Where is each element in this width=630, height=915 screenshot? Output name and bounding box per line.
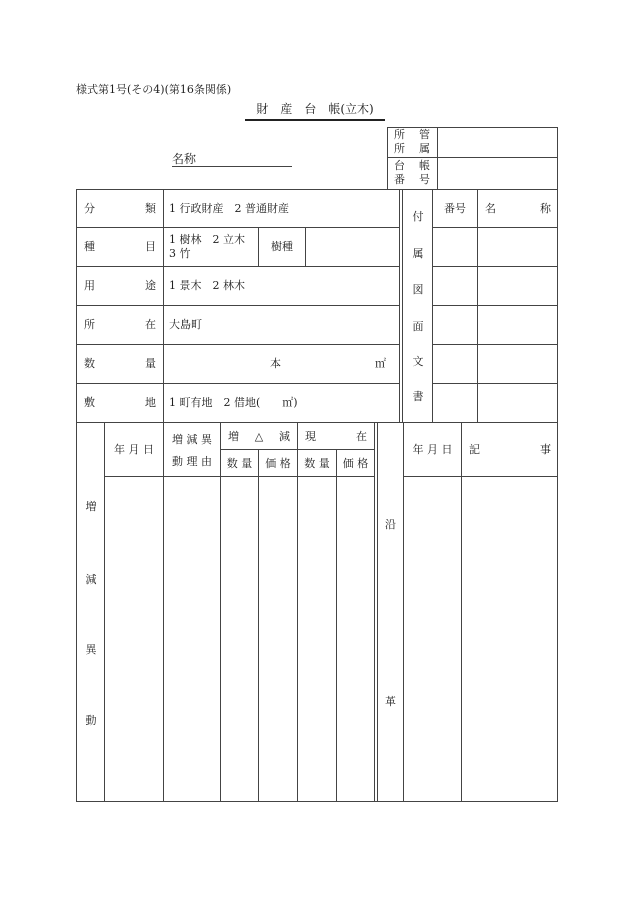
history-col-date: 年 月 日	[412, 443, 453, 456]
daicho-label-bottom: 番 号	[394, 173, 430, 186]
shokan-label-top: 所 管	[394, 128, 430, 141]
row-shumoku-value-line2: 3 竹	[169, 247, 191, 260]
changes-col-qty2: 数 量	[304, 457, 330, 470]
row-shumoku-value-line1: 1 樹林 2 立木	[169, 233, 245, 246]
changes-col-current: 現 在	[305, 430, 367, 443]
shokan-label-bottom: 所 属	[394, 142, 430, 155]
row-suryo-label: 数 量	[84, 357, 156, 370]
row-bunrui-label: 分 類	[84, 202, 156, 215]
row-shozai-value: 大島町	[169, 318, 202, 331]
row-yoto-label: 用 途	[84, 279, 156, 292]
form-header: 様式第1号(その4)(第16条関係)	[76, 83, 232, 96]
row-shozai-label: 所 在	[84, 318, 156, 331]
row-shikichi-value: 1 町有地 2 借地( ㎡)	[169, 396, 298, 409]
title-underline	[245, 119, 385, 121]
changes-col-price: 価 格	[265, 457, 291, 470]
changes-col-reason-line2: 動 理 由	[172, 455, 212, 468]
changes-col-date: 年 月 日	[114, 443, 154, 456]
row-suryo-unit-area: ㎡	[375, 357, 386, 370]
row-shumoku-label: 種 目	[84, 240, 156, 253]
name-label: 名称	[172, 152, 197, 166]
changes-col-delta: 増 △ 減	[228, 430, 290, 443]
changes-col-reason-line1: 増 減 異	[172, 433, 212, 446]
name-underline	[172, 166, 292, 167]
history-col-note: 記 事	[469, 443, 551, 456]
row-shumoku-sub-label: 樹種	[271, 240, 293, 253]
attached-col-name: 名 称	[485, 202, 551, 215]
daicho-label-top: 台 帳	[394, 159, 430, 172]
row-bunrui-value: 1 行政財産 2 普通財産	[169, 202, 289, 215]
changes-col-qty: 数 量	[226, 457, 253, 470]
attached-col-number: 番号	[444, 202, 466, 215]
page-title: 財 産 台 帳(立木)	[256, 102, 374, 116]
changes-col-price2: 価 格	[342, 457, 369, 470]
row-shikichi-label: 敷 地	[84, 396, 156, 409]
row-yoto-value: 1 景木 2 林木	[169, 279, 245, 292]
row-suryo-unit-trees: 本	[270, 357, 281, 370]
